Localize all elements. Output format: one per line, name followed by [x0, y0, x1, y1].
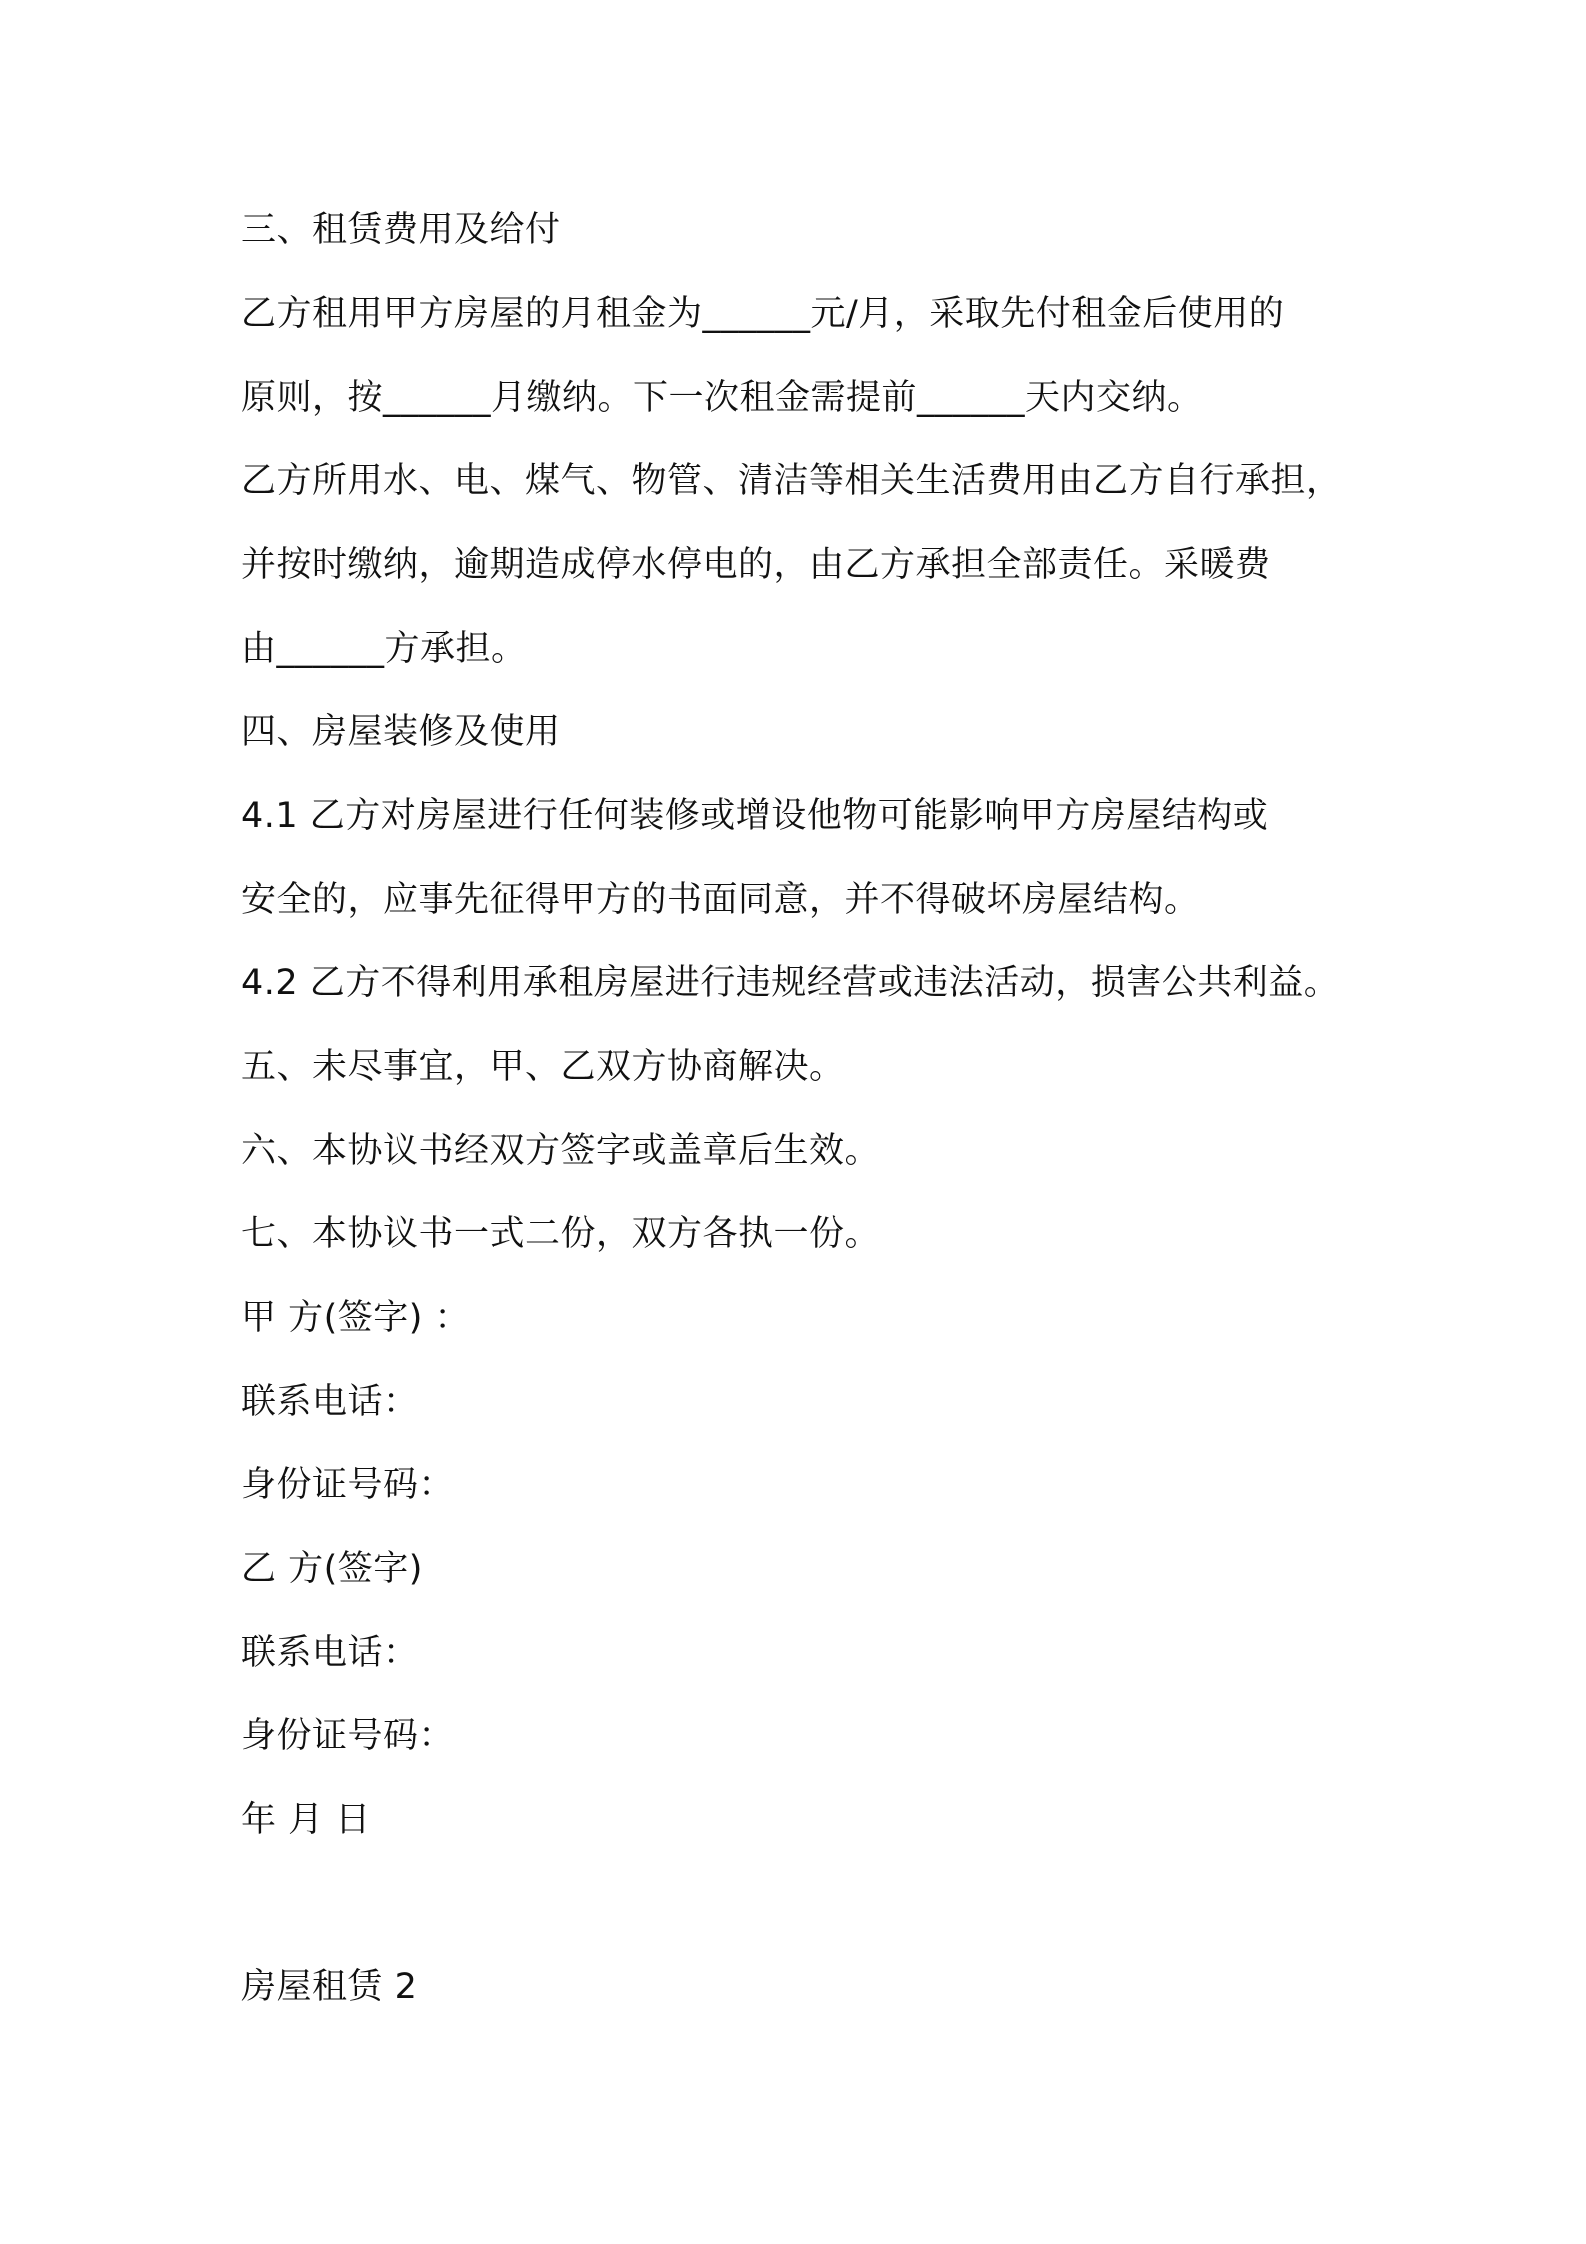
- section-heading-rent-payment: 三、租赁费用及给付: [241, 210, 561, 250]
- paragraph-line: 原则，按______月缴纳。下一次租金需提前______天内交纳。: [241, 378, 1203, 418]
- section-six: 六、本协议书经双方签字或盖章后生效。: [241, 1131, 881, 1171]
- party-a-signature-label: 甲 方(签字) ：: [241, 1298, 471, 1338]
- party-a-id-label: 身份证号码：: [241, 1465, 455, 1505]
- paragraph-line: 乙方租用甲方房屋的月租金为______元/月，采取先付租金后使用的: [241, 294, 1285, 334]
- party-a-phone-label: 联系电话：: [241, 1382, 419, 1422]
- section-five: 五、未尽事宜，甲、乙双方协商解决。: [241, 1047, 845, 1087]
- next-section-title: 房屋租赁 2: [241, 1967, 418, 2007]
- clause-4-1: 4.1 乙方对房屋进行任何装修或增设他物可能影响甲方房屋结构或: [241, 796, 1269, 836]
- paragraph-line: 安全的，应事先征得甲方的书面同意，并不得破坏房屋结构。: [241, 880, 1200, 920]
- paragraph-line: 由______方承担。: [241, 629, 527, 669]
- section-heading-renovation: 四、房屋装修及使用: [241, 712, 561, 752]
- paragraph-line: 乙方所用水、电、煤气、物管、清洁等相关生活费用由乙方自行承担，: [241, 461, 1342, 501]
- section-seven: 七、本协议书一式二份，双方各执一份。: [241, 1214, 881, 1254]
- party-b-phone-label: 联系电话：: [241, 1633, 419, 1673]
- paragraph-line: 并按时缴纳，逾期造成停水停电的，由乙方承担全部责任。采暖费: [241, 545, 1271, 585]
- clause-4-2: 4.2 乙方不得利用承租房屋进行违规经营或违法活动，损害公共利益。: [241, 963, 1340, 1003]
- party-b-signature-label: 乙 方(签字): [241, 1549, 423, 1589]
- party-b-id-label: 身份证号码：: [241, 1716, 455, 1756]
- date-label: 年 月 日: [241, 1800, 371, 1840]
